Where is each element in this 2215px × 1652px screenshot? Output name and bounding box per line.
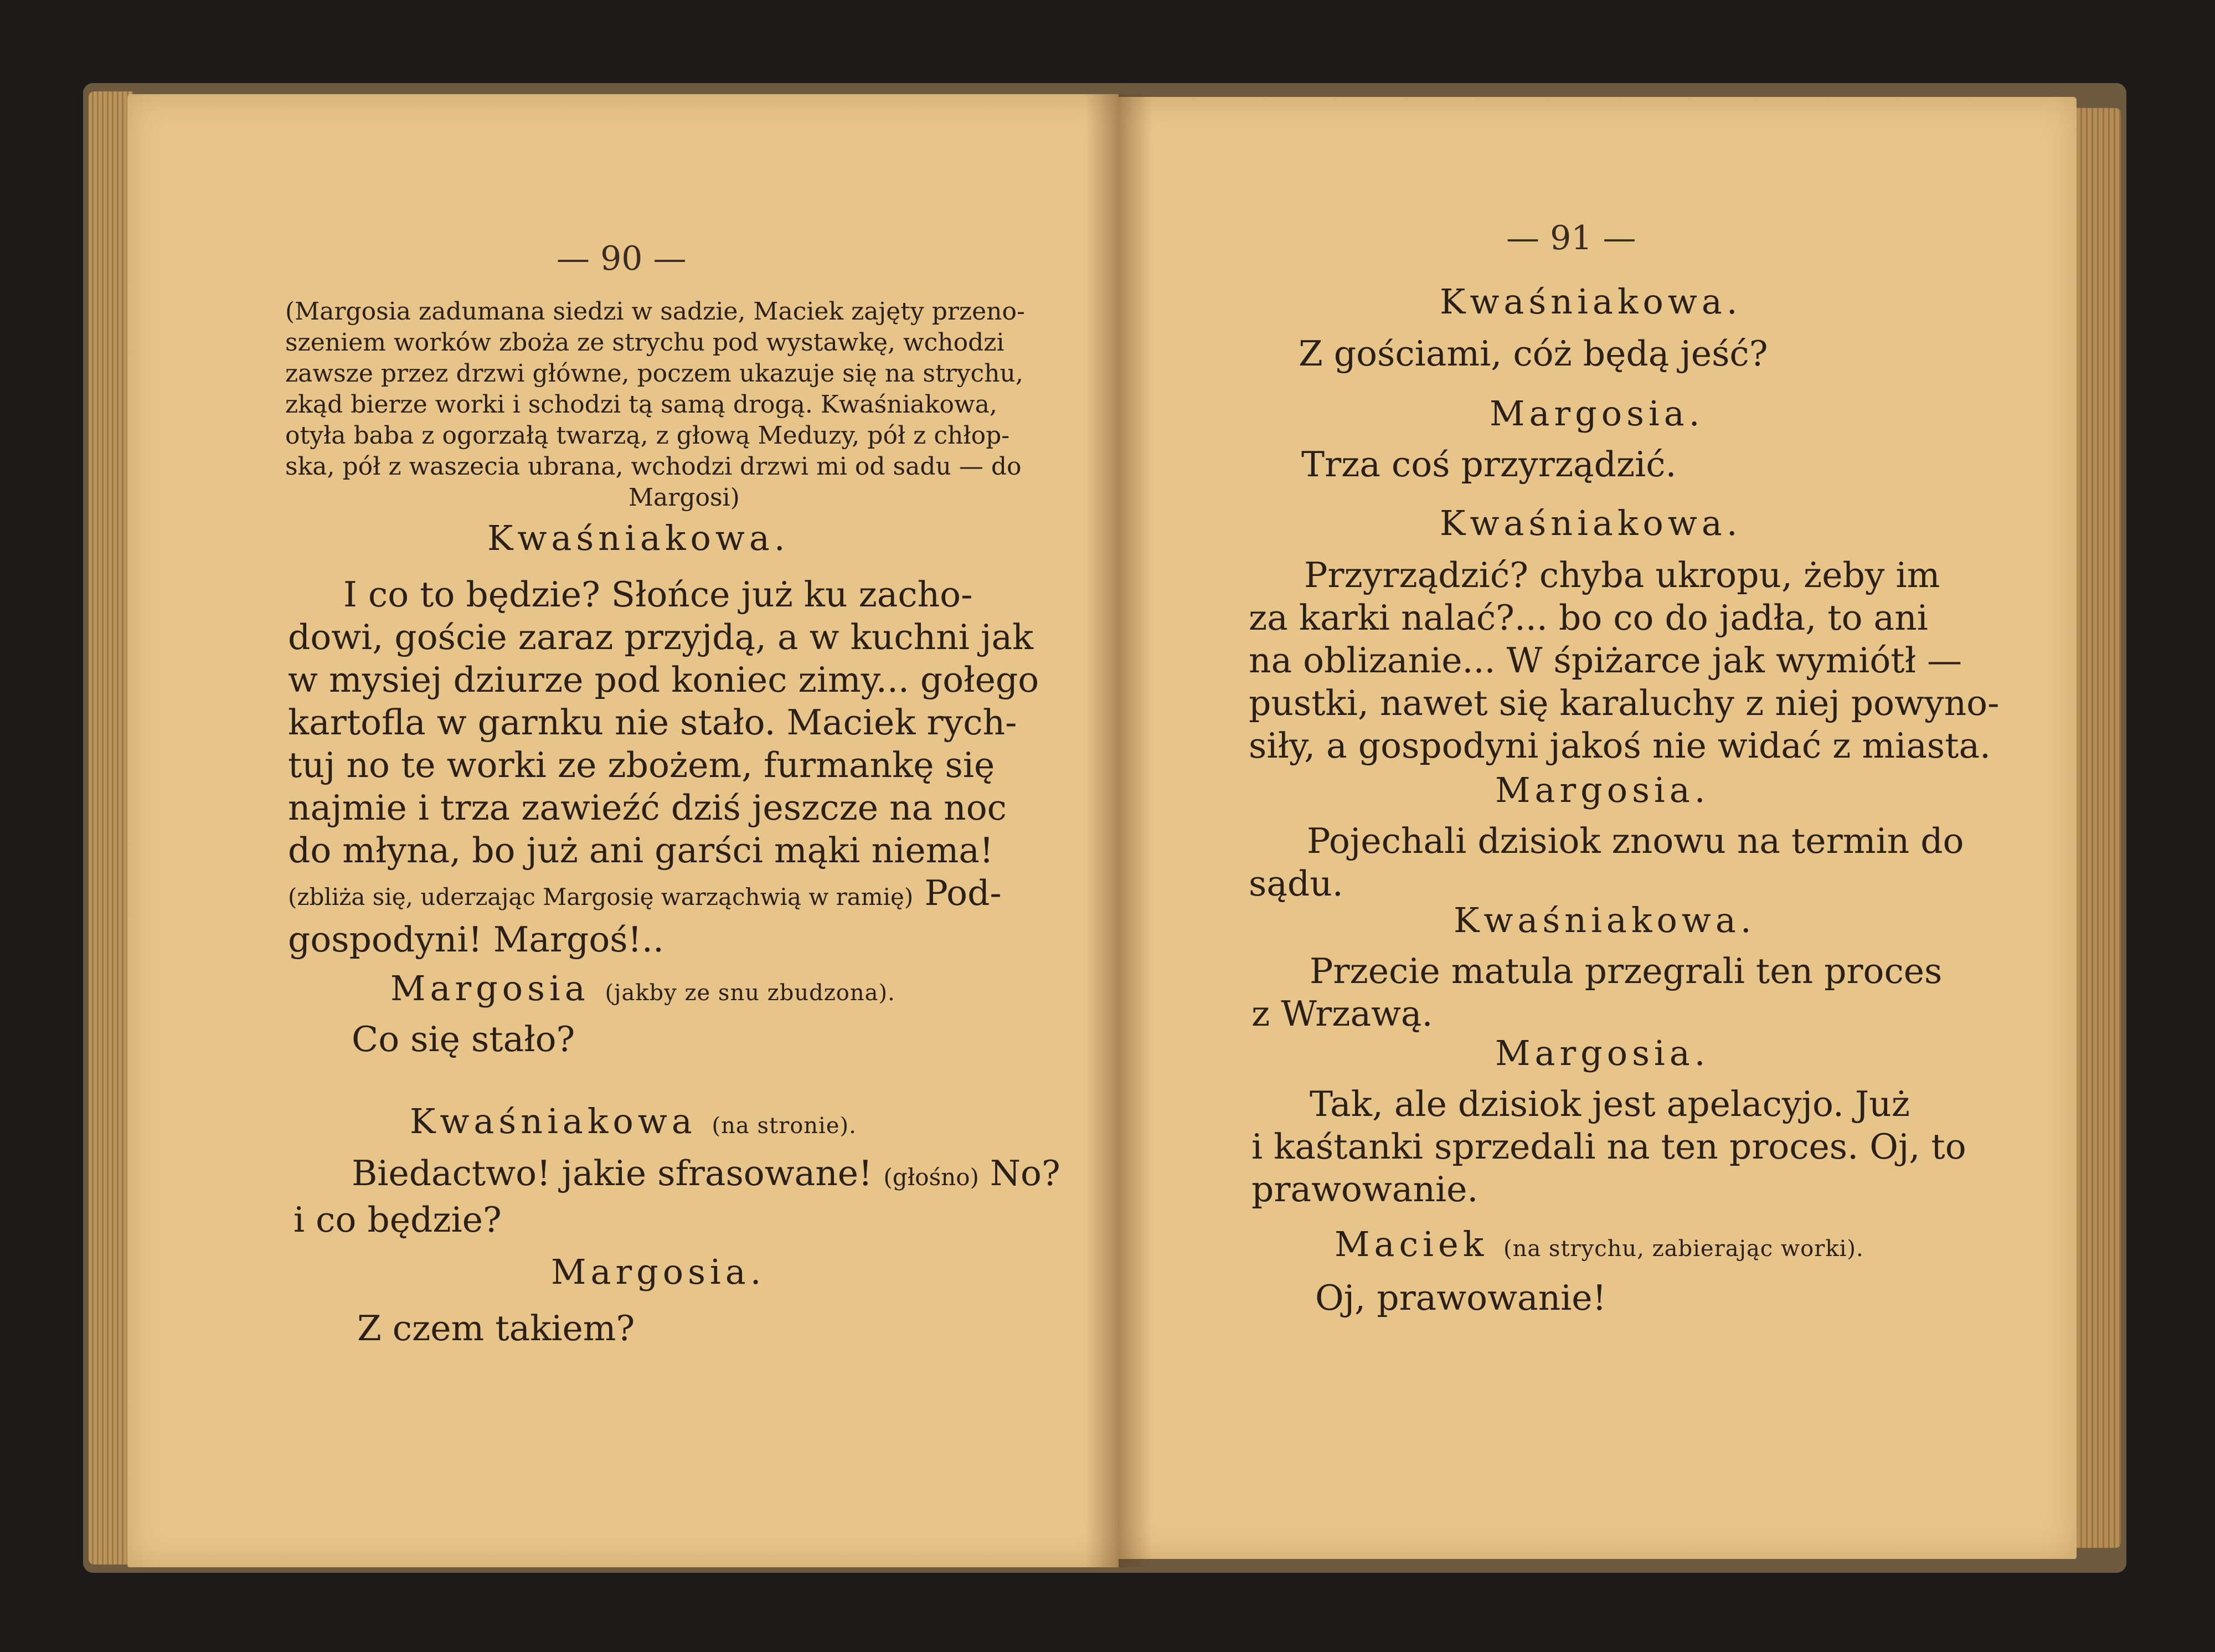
speech-line: siły, a gospodyni jakoś nie widać z miasta. [1249, 725, 1991, 766]
speech-line: tuj no te worki ze zbożem, furmankę się [288, 745, 995, 785]
speech-text: Biedactwo! jakie sfrasowane! [352, 1153, 873, 1193]
speaker-name: Kwaśniakowa. [1440, 281, 1742, 322]
stage-line: zkąd bierze worki i schodzi tą samą drogą. Kwaśniakowa, [285, 390, 997, 419]
stage-note: (zbliża się, uderzając Margosię warząchwią w ramię) [288, 883, 914, 910]
speaker-name: Margosia. [1495, 770, 1710, 810]
speech-line: Przyrządzić? chyba ukropu, żeby im [1304, 555, 1940, 595]
speaker-name: Kwaśniakowa [410, 1101, 697, 1141]
speech-line: I co to będzie? Słońce już ku zacho- [343, 574, 973, 615]
page-edges-left [89, 91, 133, 1564]
speech-paragraph [293, 1152, 1060, 1241]
speech-line: Pojechali dzisiok znowu na termin do [1307, 821, 1964, 861]
speaker-name: Maciek [1335, 1224, 1488, 1264]
stage-line: zawsze przez drzwi główne, poczem ukazuje się na strychu, [285, 359, 1023, 388]
speaker-name: Kwaśniakowa. [487, 518, 790, 558]
speech-line: Trza coś przyrządzić. [1301, 444, 1677, 485]
speech-line: najmie i trza zawieźć dziś jeszcze na noc [288, 788, 1007, 828]
speech-line: i kaśtanki sprzedali na ten proces. Oj, to [1251, 1126, 1966, 1167]
stage-line: otyła baba z ogorzałą twarzą, z głową Meduzy, pół z chłop- [285, 421, 1010, 450]
speech-line: Co się stało? [352, 1019, 575, 1059]
speech-paragraph [1251, 950, 1942, 1035]
speech-line: Przecie matula przegrali ten proces [1310, 951, 1943, 991]
speech-line: w mysiej dziurze pod koniec zimy... gołego [288, 660, 1039, 700]
speech-line: prawowanie. [1251, 1169, 1479, 1210]
stage-line: ska, pół z waszecia ubrana, wchodzi drzwi mi od sadu — do [285, 452, 1022, 481]
stage-line: Margosi) [629, 483, 740, 512]
speech-line: dowi, goście zaraz przyjdą, a w kuchni jak [288, 617, 1034, 657]
speech-line: i co będzie? [293, 1200, 502, 1240]
speaker-name: Margosia. [1490, 393, 1704, 434]
speech-line: kartofla w garnku nie stało. Maciek rych- [288, 702, 1017, 743]
speech-line: Z czem takiem? [357, 1308, 635, 1349]
speaker-name: Margosia [390, 968, 590, 1008]
left-page-number: — 90 — [557, 239, 687, 278]
speech-line: Z gościami, cóż będą jeść? [1299, 333, 1768, 374]
right-page-number: — 91 — [1506, 219, 1636, 258]
speaker-line [1335, 1224, 1864, 1264]
speech-paragraph [288, 573, 1039, 961]
stage-line: (Margosia zadumana siedzi w sadzie, Maciek zajęty przeno- [285, 297, 1025, 326]
speaker-name: Kwaśniakowa. [1454, 900, 1756, 940]
speech-line: gospodyni! Margoś!.. [288, 919, 664, 960]
speech-line: na oblizanie... W śpiżarce jak wymiótł — [1249, 640, 1962, 681]
speaker-name: Margosia. [551, 1252, 766, 1292]
speaker-name: Kwaśniakowa. [1440, 503, 1742, 543]
speech-text: No? [978, 1153, 1060, 1193]
speech-line: Tak, ale dzisiok jest apelacyjo. Już [1310, 1084, 1910, 1124]
speech-line: z Wrzawą. [1251, 994, 1433, 1034]
stage-note: (głośno) [883, 1164, 979, 1191]
speaker-line [390, 968, 895, 1008]
speech-line: sądu. [1249, 863, 1343, 904]
book-gutter [1085, 94, 1152, 1567]
speech-paragraph [1249, 820, 1964, 905]
speech-line [288, 872, 1039, 918]
stage-note: (na strychu, zabierając worki). [1503, 1236, 1864, 1262]
speaker-line [410, 1101, 857, 1141]
stage-note: (na stronie). [712, 1113, 857, 1139]
stage-line: szeniem worków zboża ze strychu pod wystawkę, wchodzi [285, 328, 1005, 357]
speech-text: Pod- [913, 873, 1002, 913]
speech-line: do młyna, bo już ani garści mąki niema! [288, 830, 994, 871]
page-edges-right [2071, 108, 2121, 1548]
speech-line: Oj, prawowanie! [1315, 1278, 1606, 1318]
stage-note: (jakby ze snu zbudzona). [605, 980, 895, 1006]
speech-paragraph [1249, 554, 1999, 767]
speech-paragraph [1251, 1083, 1966, 1211]
speech-line: pustki, nawet się karaluchy z niej powyno- [1249, 683, 2000, 723]
speech-line: za karki nalać?... bo co do jadła, to ani [1249, 598, 1928, 638]
speaker-name: Margosia. [1495, 1033, 1710, 1073]
speech-line [293, 1152, 1060, 1198]
stage-direction [285, 296, 1025, 513]
